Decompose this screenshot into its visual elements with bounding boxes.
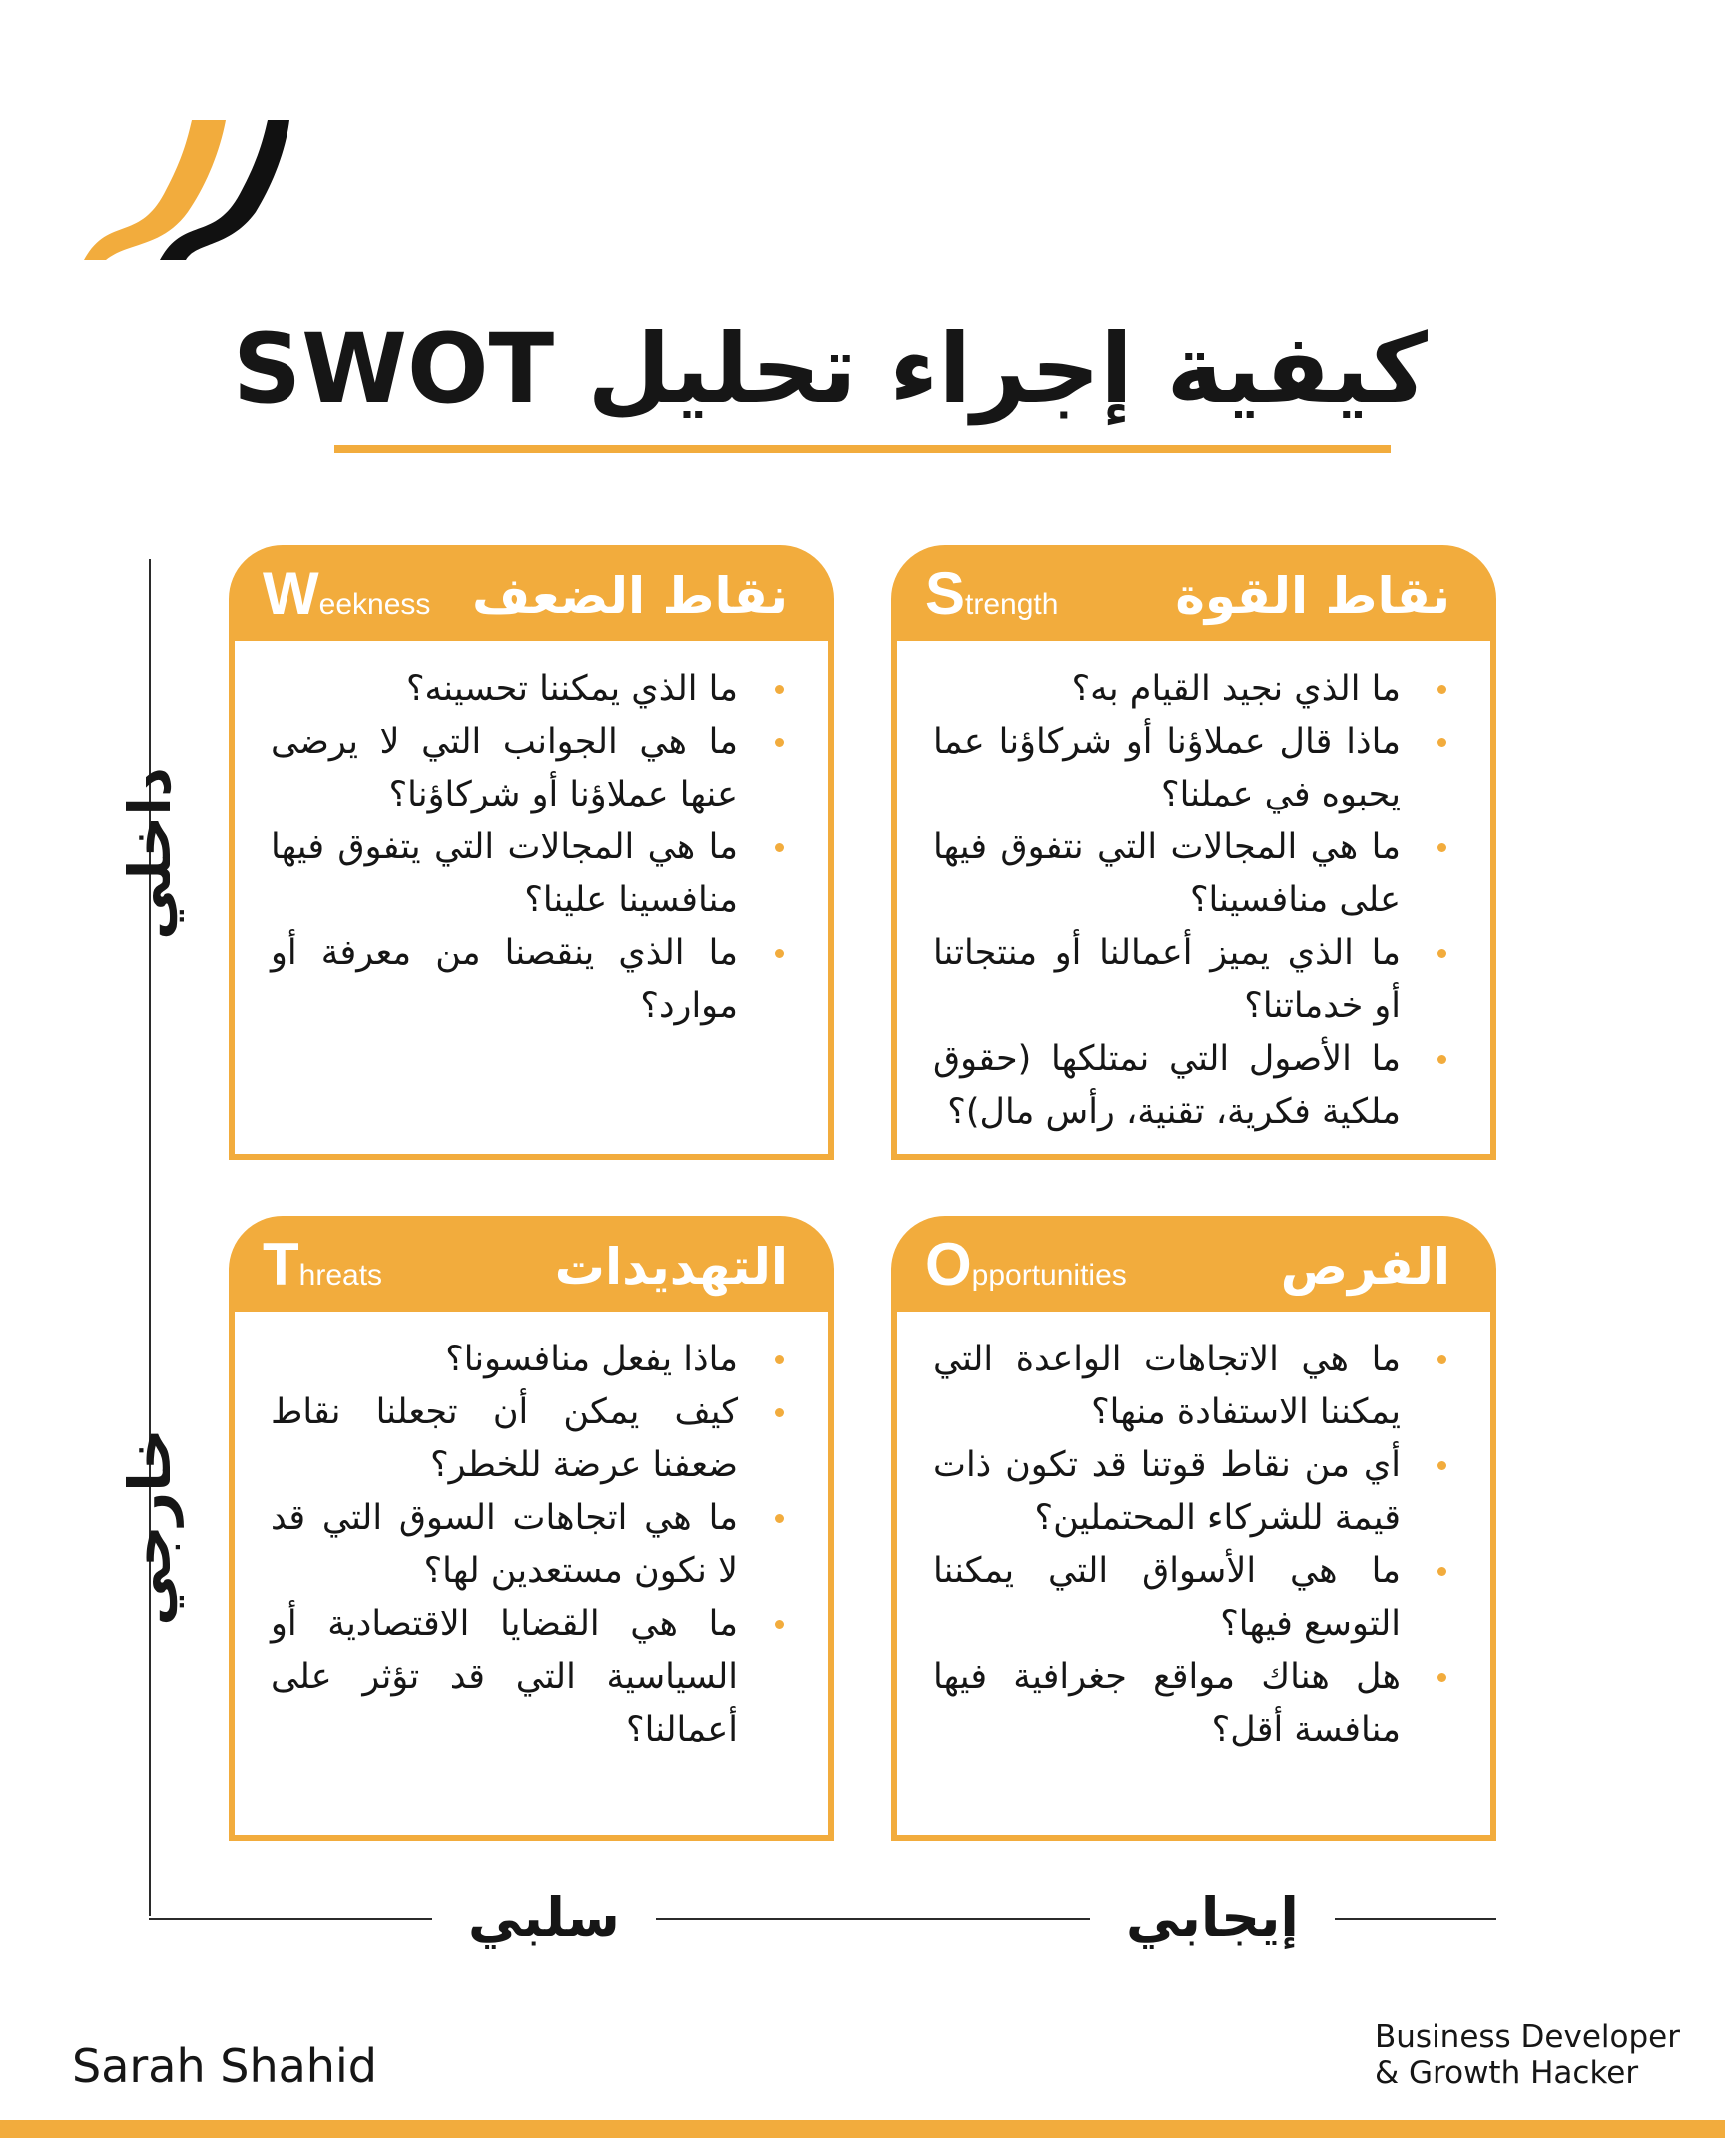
opportunities-card-header: [891, 1216, 1496, 1312]
bottom-accent-bar: [0, 2120, 1725, 2138]
title-underline: [334, 445, 1391, 453]
list-item: ما الذي ينقصنا من معرفة أو موارد؟: [271, 927, 794, 1033]
author-role: [1375, 2019, 1694, 2091]
list-item: ما الأصول التي نمتلكها (حقوق ملكية فكرية، تقنية، رأس مال)؟: [933, 1033, 1456, 1139]
list-item: ما هي المجالات التي نتفوق فيها على منافسينا؟: [933, 821, 1456, 927]
opportunities-initial: O: [925, 1231, 972, 1298]
list-item: ما الذي يميز أعمالنا أو منتجاتنا أو خدماتنا؟: [933, 927, 1456, 1033]
list-item: ما هي القضايا الاقتصادية أو السياسية التي قد تؤثر على أعمالنا؟: [271, 1598, 794, 1757]
threats-card-header: [229, 1216, 834, 1312]
threats-english-label: [263, 1230, 382, 1300]
author-role-line-1: Business Developer: [1375, 2019, 1680, 2055]
author-name: Sarah Shahid: [72, 2039, 377, 2093]
list-item: ما هي المجالات التي يتفوق فيها منافسينا علينا؟: [271, 821, 794, 927]
page-title: كيفية إجراء تحليل SWOT: [233, 313, 1428, 425]
strength-initial: S: [925, 560, 966, 627]
strength-card-header: [891, 545, 1496, 641]
weakness-word-rest: eekness: [318, 588, 431, 621]
weakness-arabic-title: نقاط الضعف: [472, 567, 788, 625]
list-item: ماذا قال عملاؤنا أو شركاؤنا عما يحبوه في عملنا؟: [933, 716, 1456, 821]
threats-card: [229, 1216, 834, 1841]
list-item: ماذا يفعل منافسونا؟: [271, 1334, 794, 1386]
list-item: كيف يمكن أن تجعلنا نقاط ضعفنا عرضة للخطر؟: [271, 1386, 794, 1492]
threats-word-rest: hreats: [298, 1259, 383, 1292]
axis-label-internal: داخلي: [116, 767, 184, 940]
brand-logo: [80, 120, 289, 260]
axis-label-external: خارجي: [116, 1428, 184, 1626]
weakness-card-header: [229, 545, 834, 641]
strength-arabic-title: نقاط القوة: [1175, 567, 1450, 625]
opportunities-english-label: [925, 1230, 1127, 1300]
list-item: ما هي الجوانب التي لا يرضى عنها عملاؤنا أو شركاؤنا؟: [271, 716, 794, 821]
weakness-questions: [271, 663, 794, 1033]
opportunities-questions: [933, 1334, 1456, 1757]
strength-word-rest: trength: [965, 588, 1059, 621]
axis-label-positive: إيجابي: [1090, 1877, 1335, 1960]
strength-english-label: [925, 559, 1058, 629]
weakness-card: [229, 545, 834, 1160]
list-item: ما هي الأسواق التي يمكننا التوسع فيها؟: [933, 1545, 1456, 1651]
author-role-line-2: & Growth Hacker: [1375, 2055, 1639, 2091]
threats-questions: [271, 1334, 794, 1757]
threats-initial: T: [263, 1231, 299, 1298]
strength-questions: [933, 663, 1456, 1139]
weakness-english-label: [263, 559, 430, 629]
axis-label-negative: سلبي: [432, 1877, 656, 1960]
list-item: ما الذي يمكننا تحسينه؟: [271, 663, 794, 716]
opportunities-card: [891, 1216, 1496, 1841]
list-item: ما هي الاتجاهات الواعدة التي يمكننا الاستفادة منها؟: [933, 1334, 1456, 1439]
opportunities-word-rest: pportunities: [971, 1259, 1127, 1292]
list-item: هل هناك مواقع جغرافية فيها منافسة أقل؟: [933, 1651, 1456, 1757]
opportunities-arabic-title: الفرص: [1280, 1238, 1450, 1296]
list-item: ما هي اتجاهات السوق التي قد لا نكون مستعدين لها؟: [271, 1492, 794, 1598]
strength-card: [891, 545, 1496, 1160]
list-item: أي من نقاط قوتنا قد تكون ذات قيمة للشركاء المحتملين؟: [933, 1439, 1456, 1545]
list-item: ما الذي نجيد القيام به؟: [933, 663, 1456, 716]
threats-arabic-title: التهديدات: [554, 1238, 788, 1296]
weakness-initial: W: [263, 560, 319, 627]
